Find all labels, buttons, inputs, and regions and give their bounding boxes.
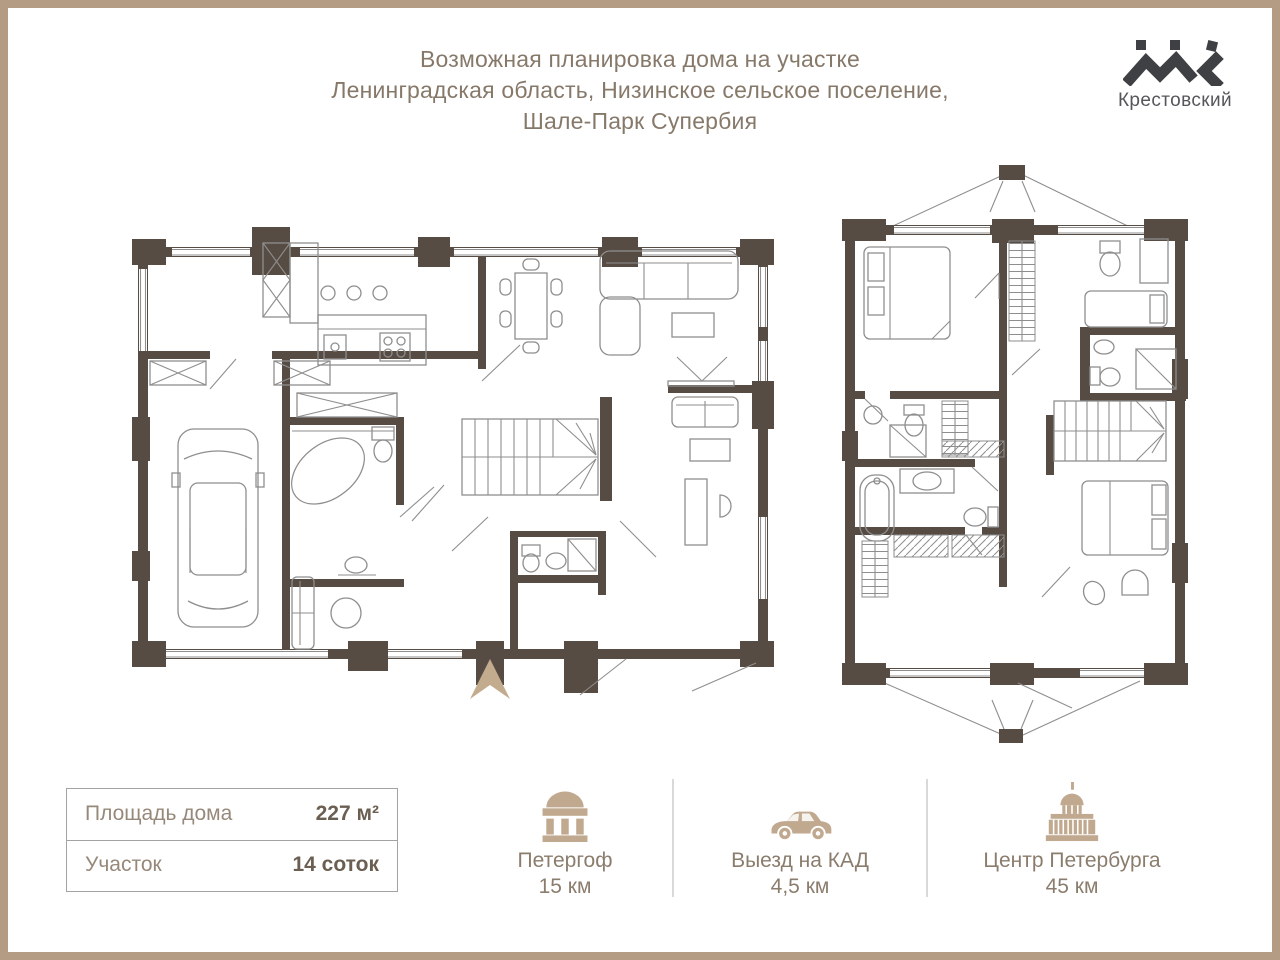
bathroom-2f-top [1090,340,1176,389]
page-title [0,44,1280,137]
closets-2f [862,535,1004,597]
info-row-plot [67,840,397,891]
title-line-1: Возможная планировка дома на участке [420,46,860,72]
bathroom-1f [279,424,394,575]
bathroom-2f-mid [864,401,1004,457]
landmark-center [960,780,1184,900]
landmark-divider-2 [926,779,928,897]
kids-room [1085,239,1168,327]
house-area-value: 227 м² [315,802,379,826]
landmark-name: Петергоф [517,849,613,872]
fireplace [668,357,734,386]
first-floor-plan [132,221,774,703]
door-swings-2f [865,273,1072,708]
bedroom-2 [1080,481,1168,608]
landmark-name: Выезд на КАД [731,849,869,872]
house-area-label: Площадь дома [85,802,233,826]
wc-1f [522,539,596,572]
logo [1110,38,1240,112]
car [172,429,264,627]
title-line-3: Шале-Парк Супербия [522,108,758,134]
stairs-2f [1054,401,1166,461]
landmark-distance: 45 км [1045,875,1099,898]
title-line-2: Ленинградская область, Низинское сельское поселение, [331,77,949,103]
landmark-distance: 15 км [538,875,592,898]
wardrobe-2f [1009,241,1035,341]
cathedral-icon [1037,782,1107,842]
logo-mark-icon [1123,38,1227,86]
plot-value: 14 соток [292,853,379,877]
car-icon [765,804,835,842]
stairs-1f [462,419,598,495]
plot-label: Участок [85,853,162,877]
info-row-house-area [67,789,397,840]
landmark-peterhof [453,780,677,900]
sitting-room [292,577,361,649]
bedroom-1 [864,247,950,339]
office [672,397,738,545]
floor1-walls [132,227,774,693]
landmark-distance: 4,5 км [770,875,830,898]
logo-text: Крестовский [1117,90,1233,111]
second-floor-plan [842,163,1188,748]
rotunda-icon [535,784,595,842]
landmark-divider-1 [672,779,674,897]
info-panel [66,788,398,892]
landmark-name: Центр Петербурга [983,849,1161,872]
dining-set [500,259,562,353]
landmark-kad [688,780,912,900]
